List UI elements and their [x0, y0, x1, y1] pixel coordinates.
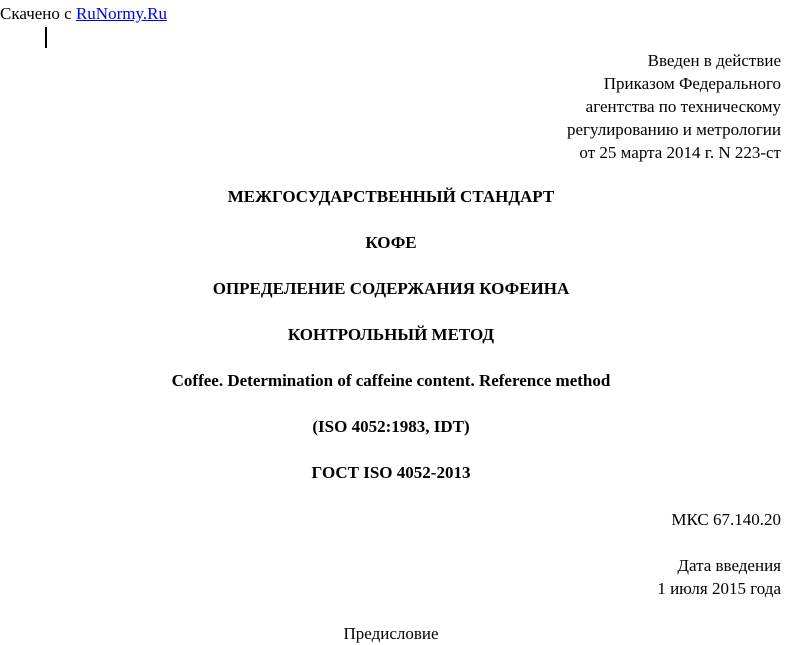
method-heading: КОНТРОЛЬНЫЙ МЕТОД — [287, 325, 495, 344]
enactment-block — [461, 49, 781, 164]
preface-heading: Предисловие — [343, 624, 439, 643]
introduction-date-label: Дата введения — [677, 556, 781, 575]
enactment-line: Приказом Федерального — [603, 74, 781, 93]
enactment-line: регулированию и метрологии — [566, 120, 781, 139]
text-cursor — [45, 27, 47, 48]
enactment-line: Введен в действие — [647, 51, 781, 70]
designation-heading: ГОСТ ISO 4052-2013 — [311, 463, 471, 482]
title-heading: ОПРЕДЕЛЕНИЕ СОДЕРЖАНИЯ КОФЕИНА — [212, 279, 570, 298]
standard-type-heading: МЕЖГОСУДАРСТВЕННЫЙ СТАНДАРТ — [227, 187, 555, 206]
enactment-line: от 25 марта 2014 г. N 223-ст — [579, 143, 781, 162]
source-link[interactable]: RuNormy.Ru — [75, 4, 167, 23]
introduction-date-value: 1 июля 2015 года — [657, 579, 781, 598]
subject-heading: КОФЕ — [365, 233, 417, 252]
mks-code: МКС 67.140.20 — [671, 510, 781, 529]
english-title-heading: Coffee. Determination of caffeine content. Reference method — [171, 371, 611, 390]
source-line — [0, 3, 167, 25]
source-prefix: Скачено с — [0, 4, 76, 23]
enactment-line: агентства по техническому — [585, 97, 781, 116]
iso-reference-heading: (ISO 4052:1983, IDT) — [312, 417, 470, 436]
